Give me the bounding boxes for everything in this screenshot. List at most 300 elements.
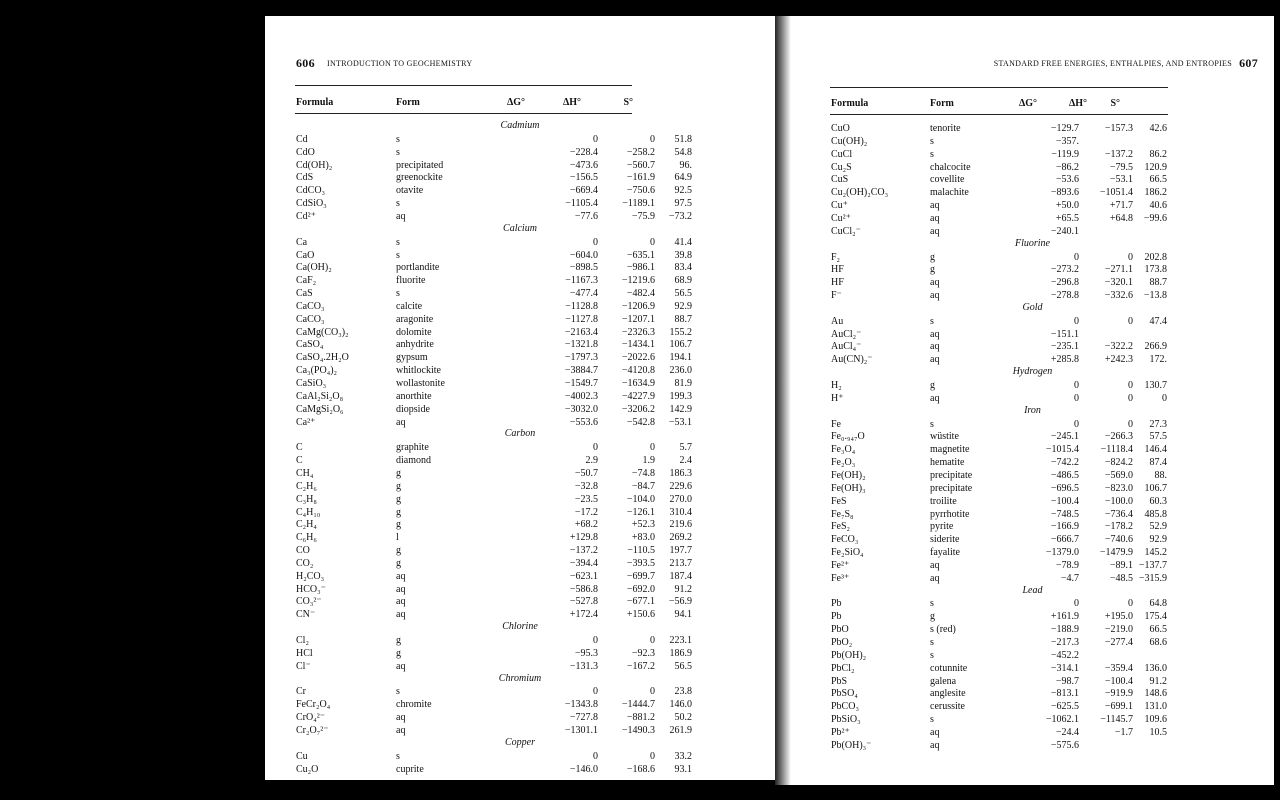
table-row [791, 315, 1274, 328]
cell-entropy: 269.2 [669, 532, 692, 544]
cell-delta-g: −296.8 [1050, 277, 1079, 289]
cell-entropy: 97.5 [674, 198, 692, 210]
cell-form: greenockite [396, 172, 443, 184]
cell-delta-g: −898.5 [569, 262, 598, 274]
cell-delta-g: −4.7 [1060, 572, 1079, 584]
cell-entropy: 145.2 [1144, 547, 1167, 559]
cell-delta-h: −2326.3 [621, 326, 655, 338]
cell-form: aq [930, 559, 940, 571]
table-row [791, 572, 1274, 585]
cell-delta-g: −1128.8 [565, 300, 598, 312]
cell-entropy: 92.9 [674, 300, 692, 312]
cell-form: g [396, 480, 401, 492]
cell-delta-h: −137.2 [1104, 148, 1133, 160]
cell-form: magnetite [930, 444, 970, 456]
cell-formula: CuCl [831, 148, 853, 160]
cell-delta-g: −1379.0 [1045, 547, 1079, 559]
cell-delta-h: −1118.4 [1100, 444, 1133, 456]
table-row [791, 687, 1274, 700]
cell-delta-h: 0 [650, 750, 655, 762]
cell-form: aq [930, 328, 940, 340]
cell-form: s [396, 288, 400, 300]
cell-formula: Cu [296, 750, 308, 762]
cell-delta-g: 0 [593, 236, 598, 248]
cell-entropy: 86.2 [1149, 148, 1167, 160]
cell-delta-g: −666.7 [1050, 534, 1079, 546]
table-row [265, 583, 775, 596]
cell-form: aq [396, 712, 406, 724]
cell-delta-h: 0 [650, 442, 655, 454]
cell-formula: Cu²⁺ [831, 212, 851, 224]
cell-form: aq [930, 212, 940, 224]
cell-formula: Cu₂(OH)₂CO₃ [831, 187, 889, 199]
cell-form: s (red) [930, 624, 956, 636]
cell-formula: Cu(OH)₂ [831, 135, 868, 147]
cell-delta-g: −119.9 [1051, 148, 1079, 160]
cell-form: s [930, 649, 934, 661]
cell-delta-h: −569.0 [1104, 469, 1133, 481]
table-row [265, 660, 775, 673]
table-row [791, 263, 1274, 276]
table-row [791, 726, 1274, 739]
table-header-rule [830, 114, 1168, 115]
cell-formula: CaCO₃ [296, 300, 325, 312]
group-heading: Lead [1022, 584, 1043, 596]
cell-entropy: 96. [679, 159, 692, 171]
cell-delta-g: −17.2 [574, 506, 598, 518]
cell-delta-h: 0 [1128, 380, 1133, 391]
cell-form: g [396, 467, 401, 479]
cell-formula: Cr₂O₇²⁻ [296, 724, 329, 736]
table-row [265, 454, 775, 467]
cell-delta-h: −736.4 [1104, 508, 1133, 520]
table-row [265, 685, 775, 698]
cell-formula: C₆H₆ [296, 532, 317, 544]
cell-form: precipitate [930, 469, 973, 481]
cell-delta-g: 0 [1074, 392, 1079, 404]
cell-formula: FeCr₂O₄ [296, 699, 331, 711]
cell-delta-g: −604.0 [569, 249, 598, 261]
column-header-form: Form [930, 98, 954, 109]
cell-form: aq [930, 277, 940, 289]
cell-delta-g: −1015.4 [1045, 444, 1079, 456]
cell-entropy: 56.5 [674, 660, 692, 672]
left-page [265, 16, 775, 780]
group-heading: Copper [505, 736, 535, 748]
cell-delta-g: −575.6 [1050, 739, 1079, 751]
table-row [791, 649, 1274, 662]
cell-delta-g: +50.0 [1055, 200, 1079, 212]
cell-form: g [396, 493, 401, 505]
cell-form: g [396, 557, 401, 569]
cell-entropy: 187.4 [669, 570, 692, 582]
cell-formula: Cd(OH)₂ [296, 159, 333, 171]
table-row [791, 546, 1274, 559]
cell-form: wüstite [930, 431, 959, 443]
cell-form: aq [930, 341, 940, 353]
cell-entropy: 106.7 [669, 339, 692, 351]
cell-delta-h: −823.0 [1104, 482, 1133, 494]
cell-entropy: 186.9 [669, 647, 692, 659]
cell-delta-g: −893.6 [1050, 187, 1079, 199]
cell-delta-h: −692.0 [626, 583, 655, 595]
cell-delta-g: −486.5 [1050, 469, 1079, 481]
cell-form: aq [396, 416, 406, 428]
cell-delta-g: −137.2 [569, 545, 598, 557]
cell-form: cuprite [396, 763, 424, 775]
cell-formula: PbO₂ [831, 637, 853, 648]
cell-delta-h: −126.1 [626, 506, 655, 518]
cell-formula: CO₂ [296, 557, 314, 569]
cell-formula: Cr [296, 686, 306, 698]
cell-entropy: 23.8 [674, 686, 692, 698]
cell-form: aq [396, 609, 406, 621]
cell-entropy: 54.8 [674, 146, 692, 158]
cell-entropy: 175.4 [1144, 611, 1167, 623]
table-row [265, 184, 775, 197]
cell-delta-h: −699.1 [1104, 701, 1133, 713]
table-row [265, 249, 775, 262]
cell-formula: PbCl₂ [831, 662, 855, 674]
cell-formula: AuCl₂⁻ [831, 328, 862, 340]
cell-delta-g: 0 [1074, 598, 1079, 610]
cell-formula: CaS [296, 288, 313, 300]
cell-form: calcite [396, 300, 423, 312]
cell-formula: Cd²⁺ [296, 210, 316, 222]
column-header-form: Form [396, 97, 420, 108]
table-row [791, 443, 1274, 456]
cell-delta-h: −332.6 [1104, 290, 1133, 302]
cell-delta-g: −188.9 [1050, 624, 1079, 636]
cell-delta-g: −1127.8 [565, 313, 598, 325]
cell-formula: H₂CO₃ [296, 570, 325, 582]
cell-formula: FeCO₃ [831, 534, 859, 546]
cell-formula: HF [831, 264, 844, 276]
cell-entropy: 0 [1162, 392, 1167, 404]
table-row [791, 199, 1274, 212]
cell-form: cerussite [930, 701, 965, 713]
cell-delta-g: −1105.4 [565, 198, 598, 210]
cell-form: aq [396, 724, 406, 736]
cell-form: fluorite [396, 275, 426, 287]
table-row [265, 647, 775, 660]
table-row [265, 595, 775, 608]
cell-delta-g: −553.6 [569, 416, 598, 428]
table-row [265, 518, 775, 531]
cell-formula: AuCl₄⁻ [831, 341, 862, 353]
cell-formula: C₃H₈ [296, 493, 317, 505]
cell-delta-g: 0 [1074, 251, 1079, 263]
cell-delta-g: −50.7 [574, 467, 598, 479]
cell-delta-g: −131.3 [569, 660, 598, 672]
table-row [265, 724, 775, 737]
cell-form: diamond [396, 455, 431, 467]
cell-delta-g: −100.4 [1050, 495, 1079, 507]
cell-formula: CdS [296, 172, 314, 184]
cell-form: g [930, 251, 935, 263]
cell-entropy: 120.9 [1144, 161, 1167, 173]
cell-entropy: 229.6 [669, 480, 692, 492]
cell-delta-g: −314.1 [1050, 662, 1079, 674]
cell-form: tenorite [930, 123, 961, 134]
cell-entropy: 66.5 [1149, 624, 1167, 636]
cell-delta-h: 0 [650, 635, 655, 646]
cell-formula: HCO₃⁻ [296, 583, 326, 595]
cell-delta-g: −156.5 [569, 172, 598, 184]
cell-delta-g: −228.4 [569, 146, 598, 158]
cell-delta-h: −168.6 [626, 763, 655, 775]
cell-delta-g: −813.1 [1050, 688, 1079, 700]
cell-formula: HF [831, 277, 844, 289]
cell-delta-g: −78.9 [1055, 559, 1079, 571]
table-row [791, 662, 1274, 675]
cell-delta-g: −235.1 [1050, 341, 1079, 353]
cell-form: g [930, 264, 935, 276]
cell-formula: Fe₂O₃ [831, 457, 856, 469]
cell-formula: C [296, 442, 303, 454]
cell-entropy: 136.0 [1144, 662, 1167, 674]
table-row [791, 173, 1274, 186]
table-row [791, 469, 1274, 482]
cell-delta-h: −1479.9 [1099, 547, 1133, 559]
cell-formula: CaMgSi₂O₆ [296, 403, 344, 415]
table-row [791, 161, 1274, 174]
cell-delta-g: +129.8 [569, 532, 598, 544]
cell-delta-h: +150.6 [626, 609, 655, 621]
cell-formula: Fe₃O₄ [831, 444, 856, 456]
cell-delta-g: 0 [593, 635, 598, 646]
cell-form: chalcocite [930, 161, 971, 173]
cell-formula: Pb(OH)₂ [831, 649, 867, 661]
cell-form: g [396, 545, 401, 557]
cell-delta-h: −1189.1 [622, 198, 655, 210]
cell-entropy: 310.4 [669, 506, 692, 518]
cell-formula: CaSO₄.2H₂O [296, 352, 349, 364]
cell-form: covellite [930, 174, 965, 186]
cell-formula: Cu⁺ [831, 200, 848, 212]
table-row [791, 328, 1274, 341]
cell-delta-h: 0 [650, 236, 655, 248]
table-header-rule [295, 113, 632, 114]
cell-form: hematite [930, 457, 965, 469]
cell-form: g [930, 611, 935, 623]
cell-form: s [396, 686, 400, 698]
table-row [265, 377, 775, 390]
cell-delta-g: −278.8 [1050, 290, 1079, 302]
cell-formula: FeS₂ [831, 521, 851, 533]
cell-formula: PbSiO₃ [831, 714, 861, 726]
table-row [265, 608, 775, 621]
cell-entropy: 202.8 [1144, 251, 1167, 263]
table-row [265, 133, 775, 146]
cell-entropy: 66.5 [1149, 174, 1167, 186]
cell-entropy: 83.4 [674, 262, 692, 274]
cell-form: s [396, 198, 400, 210]
cell-delta-g: −151.1 [1050, 328, 1079, 340]
cell-formula: H⁺ [831, 392, 844, 404]
cell-delta-h: −322.2 [1104, 341, 1133, 353]
cell-entropy: 219.6 [669, 519, 692, 531]
cell-entropy: 88.7 [1149, 277, 1167, 289]
cell-formula: Fe [831, 418, 841, 430]
cell-form: aq [396, 660, 406, 672]
cell-delta-h: −560.7 [626, 159, 655, 171]
cell-formula: Fe(OH)₂ [831, 469, 866, 481]
cell-delta-g: +172.4 [569, 609, 598, 621]
right-page [791, 16, 1274, 785]
cell-delta-g: −1301.1 [564, 724, 598, 736]
cell-entropy: −137.7 [1138, 559, 1167, 571]
cell-entropy: 81.9 [674, 378, 692, 389]
cell-entropy: 64.9 [674, 172, 692, 184]
cell-form: aq [930, 354, 940, 366]
cell-formula: Cu₂S [831, 161, 852, 173]
page-number: 607 [1239, 56, 1258, 70]
cell-delta-h: −1219.6 [621, 275, 655, 287]
column-header-s: S° [1110, 98, 1120, 109]
cell-delta-h: −881.2 [626, 712, 655, 724]
table-row [791, 212, 1274, 225]
cell-delta-h: −1444.7 [621, 699, 655, 711]
cell-formula: CuCl₂⁻ [831, 225, 861, 237]
cell-formula: Au [831, 315, 844, 327]
table-row [265, 441, 775, 454]
cell-formula: FeS [831, 495, 847, 507]
cell-entropy: 88. [1154, 469, 1167, 481]
cell-form: troilite [930, 495, 957, 507]
table-row [791, 482, 1274, 495]
cell-form: aq [930, 726, 940, 738]
group-heading: Iron [1024, 404, 1041, 416]
cell-delta-h: −4227.9 [621, 390, 655, 402]
cell-form: s [930, 135, 934, 147]
table-row [265, 403, 775, 416]
cell-formula: CaMg(CO₃)₂ [296, 326, 349, 338]
table-row [265, 557, 775, 570]
cell-delta-g: +161.9 [1050, 611, 1079, 623]
cell-delta-g: −3884.7 [564, 365, 598, 377]
cell-formula: F₂ [831, 251, 841, 263]
cell-delta-g: 0 [1074, 315, 1079, 327]
cell-form: precipitate [930, 482, 973, 494]
cell-entropy: 60.3 [1149, 495, 1167, 507]
cell-entropy: 485.8 [1144, 508, 1167, 520]
cell-delta-g: −1062.1 [1045, 714, 1079, 726]
cell-delta-h: −1.7 [1114, 726, 1133, 738]
cell-entropy: 52.9 [1149, 521, 1167, 533]
group-heading: Calcium [503, 222, 537, 234]
cell-delta-h: +83.0 [631, 532, 655, 544]
cell-delta-g: −86.2 [1055, 161, 1079, 173]
cell-form: aq [930, 290, 940, 302]
cell-form: s [396, 750, 400, 762]
cell-entropy: 2.4 [679, 455, 692, 467]
cell-form: galena [930, 675, 957, 687]
table-row [265, 544, 775, 557]
table-row [791, 675, 1274, 688]
cell-form: aragonite [396, 313, 434, 325]
cell-form: s [396, 249, 400, 261]
table-row [265, 197, 775, 210]
cell-form: anglesite [930, 688, 966, 700]
cell-delta-h: −359.4 [1104, 662, 1133, 674]
cell-delta-h: −320.1 [1104, 277, 1133, 289]
cell-delta-g: −3032.0 [564, 403, 598, 415]
table-row [791, 713, 1274, 726]
table-row [791, 508, 1274, 521]
cell-entropy: 51.8 [674, 133, 692, 145]
cell-formula: Pb [831, 611, 842, 623]
cell-delta-h: −1051.4 [1099, 187, 1133, 199]
cell-delta-g: −77.6 [574, 210, 598, 222]
cell-delta-h: −824.2 [1104, 457, 1133, 469]
table-row [791, 623, 1274, 636]
cell-form: aq [396, 570, 406, 582]
cell-form: cotunnite [930, 662, 968, 674]
table-row [265, 364, 775, 377]
table-row [791, 559, 1274, 572]
table-row [265, 480, 775, 493]
cell-delta-h: +242.3 [1104, 354, 1133, 366]
cell-delta-h: −74.8 [631, 467, 655, 479]
cell-delta-g: −696.5 [1050, 482, 1079, 494]
cell-delta-h: 0 [1128, 251, 1133, 263]
cell-form: dolomite [396, 326, 432, 338]
column-header-dg: ΔG° [506, 97, 525, 108]
cell-form: aq [396, 210, 406, 222]
table-row [791, 225, 1274, 238]
cell-delta-g: 0 [593, 750, 598, 762]
cell-formula: Au(CN)₂⁻ [831, 354, 873, 366]
table-row [265, 634, 775, 647]
cell-entropy: 194.1 [669, 352, 692, 364]
cell-formula: Pb(OH)₃⁻ [831, 739, 872, 751]
cell-formula: CO [296, 545, 310, 557]
table-row [265, 287, 775, 300]
cell-form: g [396, 519, 401, 531]
cell-delta-g: −527.8 [569, 596, 598, 608]
table-row [791, 251, 1274, 264]
cell-entropy: 27.3 [1149, 418, 1167, 430]
table-top-rule [295, 85, 632, 86]
cell-delta-g: +285.8 [1050, 354, 1079, 366]
cell-entropy: 186.2 [1144, 187, 1167, 199]
cell-delta-h: −100.0 [1104, 495, 1133, 507]
cell-formula: CH₄ [296, 467, 314, 479]
cell-formula: CaAl₂Si₂O₈ [296, 390, 344, 402]
cell-formula: Ca [296, 236, 308, 248]
cell-formula: Fe₀.₉₄₇O [831, 431, 865, 443]
table-row [265, 570, 775, 583]
cell-delta-h: −266.3 [1104, 431, 1133, 443]
cell-delta-h: 1.9 [642, 455, 655, 467]
cell-form: g [396, 635, 401, 646]
table-row [265, 313, 775, 326]
cell-delta-g: −273.2 [1050, 264, 1079, 276]
cell-formula: CdO [296, 146, 315, 158]
cell-delta-g: −357. [1055, 135, 1079, 147]
cell-entropy: 199.3 [669, 390, 692, 402]
cell-formula: PbO [831, 624, 849, 636]
table-row [791, 276, 1274, 289]
cell-entropy: 130.7 [1144, 380, 1167, 391]
cell-delta-g: 0 [1074, 418, 1079, 430]
cell-formula: Cd [296, 133, 308, 145]
cell-delta-h: −393.5 [626, 557, 655, 569]
cell-entropy: 146.0 [669, 699, 692, 711]
cell-delta-h: +52.3 [631, 519, 655, 531]
cell-delta-h: −542.8 [626, 416, 655, 428]
